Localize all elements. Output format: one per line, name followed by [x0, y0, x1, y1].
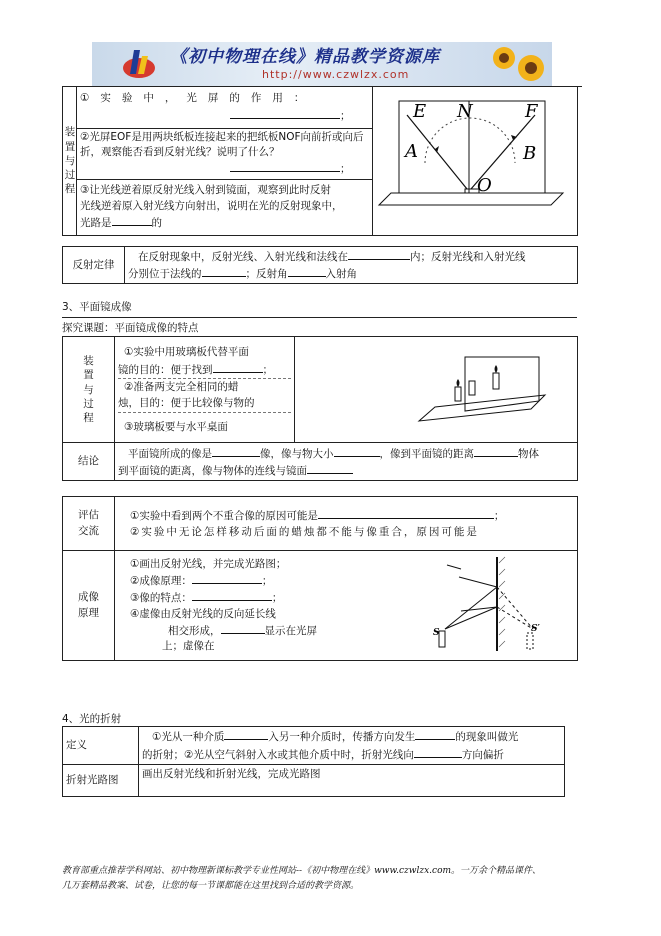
label-f: F: [525, 101, 538, 123]
mirror-ray-diagram: [431, 555, 541, 655]
label-s: S: [433, 628, 440, 638]
principle-label: 成像原理: [78, 590, 99, 619]
question-reverse-path: ③让光线逆着原反射光线入射到镜面，观察到此时反射: [80, 184, 331, 197]
process-label: 装置与过程: [64, 126, 76, 196]
site-logo-icon: [122, 48, 156, 80]
answer-blank[interactable]: [230, 160, 340, 172]
answer-blank[interactable]: [192, 572, 262, 584]
section-3-topic: 探究课题：平面镜成像的特点: [62, 322, 199, 334]
page-footer: [62, 864, 602, 895]
answer-blank[interactable]: [224, 728, 268, 740]
refraction-table: 定义 ①光从一种介质 入另一种介质时，传播方向发生 的现象叫做光 的折射；②光从空气斜射入水或其他介质中时，折射光线向 方向偏折 折射光路图 画出反射光线和折射光线，完成光路图: [62, 726, 565, 797]
answer-blank[interactable]: [212, 445, 260, 457]
label-b: B: [523, 143, 537, 165]
answer-blank[interactable]: [334, 445, 380, 457]
answer-blank[interactable]: [474, 445, 518, 457]
plane-mirror-apparatus-diagram: [295, 337, 575, 437]
definition-label: 定义: [63, 727, 139, 765]
answer-blank[interactable]: [221, 622, 265, 634]
plane-mirror-table: 装置与过程 ①实验中用玻璃板代替平面 镜的目的：便于找到 ； ②准备两支完全相同的蜡 烛，目的：便于比较像与物的 ③玻璃板要与水平桌面 结论 平面镜所成的像是 像，像与物大小 ，像到平面镜的距离 物体 到平面镜的距离，像与物体的连线与镜面: [62, 336, 578, 481]
process-label: 装置与过程: [83, 355, 94, 424]
answer-blank[interactable]: [288, 265, 326, 277]
evaluation-label: 评估交流: [78, 508, 99, 537]
label-a: A: [405, 141, 418, 163]
refraction-path-label: 折射光路图: [63, 765, 139, 797]
section-3-heading: 3、平面镜成像: [62, 301, 132, 313]
answer-blank[interactable]: [318, 507, 494, 519]
question-fold-screen: ②光屏EOF是用两块纸板连接起来的把纸板NOF向前折或向后折，观察能否看到反射光线？说明了什么？: [80, 131, 364, 159]
label-o: O: [477, 175, 492, 197]
refraction-path-instruction: 画出反射光线和折射光线，完成光路图: [139, 765, 565, 797]
section-4-heading: 4、光的折射: [62, 713, 122, 725]
answer-blank[interactable]: [112, 214, 152, 226]
answer-blank[interactable]: [192, 589, 272, 601]
answer-blank[interactable]: [307, 462, 353, 474]
footer-line-2: 几万套精品教案、试卷，让您的每一节课都能在这里找到合适的教学资源。: [62, 881, 360, 892]
answer-blank[interactable]: [348, 248, 410, 260]
answer-blank[interactable]: [213, 361, 263, 373]
banner-title: 《初中物理在线》精品教学资源库: [170, 47, 440, 67]
sunflower-icon: [486, 44, 546, 84]
law-label: 反射定律: [63, 247, 125, 284]
footer-line-1: 教育部重点推荐学科网站、初中物理新课标教学专业性网站--《初中物理在线》www.czwlzx.com。一万余个精品课件、: [62, 866, 542, 876]
answer-blank[interactable]: [202, 265, 246, 277]
banner-url[interactable]: http://www.czwlzx.com: [262, 68, 410, 81]
evaluation-principle-table: 评估交流 ①实验中看到两个不重合像的原因可能是 ； ②实验中无论怎样移动后面的蜡烛都不能与像重合，原因可能是 成像原理 ①画出反射光线，并完成光路图； ②成像原理： ； ③像的特点： ； ④虚像由反射光线的反向延长线 相交形成， 显示在光屏 上；虚像在 S S′: [62, 496, 578, 661]
answer-blank[interactable]: [414, 746, 462, 758]
label-s-prime: S′: [531, 624, 540, 634]
reflection-apparatus-diagram: [373, 93, 573, 223]
conclusion-label: 结论: [63, 443, 115, 481]
label-e: E: [413, 101, 427, 123]
label-n: N: [457, 101, 473, 123]
answer-blank[interactable]: [230, 107, 340, 119]
answer-blank[interactable]: [415, 728, 455, 740]
reflection-process-table: 装置与过程 ①实验中，光屏的作用： ； E N F A B O ②光屏EOF是用两块纸板连接起来的把纸板NOF向前折或向后折，观察能否看到反射光线？说明了什么？ ； ③让光线逆着原反射光线入射到镜面，观察到此时反射 光线逆着原入射光线方向射出，说明在光的反射现象中， 光路是 的: [62, 86, 578, 236]
question-screen-role: ①实验中，光屏的作用：: [80, 92, 316, 105]
site-banner: [92, 42, 552, 86]
reflection-law-table: 反射定律 在反射现象中，反射光线、入射光线和法线在 内；反射光线和入射光线 分别位于法线的 ；反射角 入射角: [62, 246, 578, 284]
